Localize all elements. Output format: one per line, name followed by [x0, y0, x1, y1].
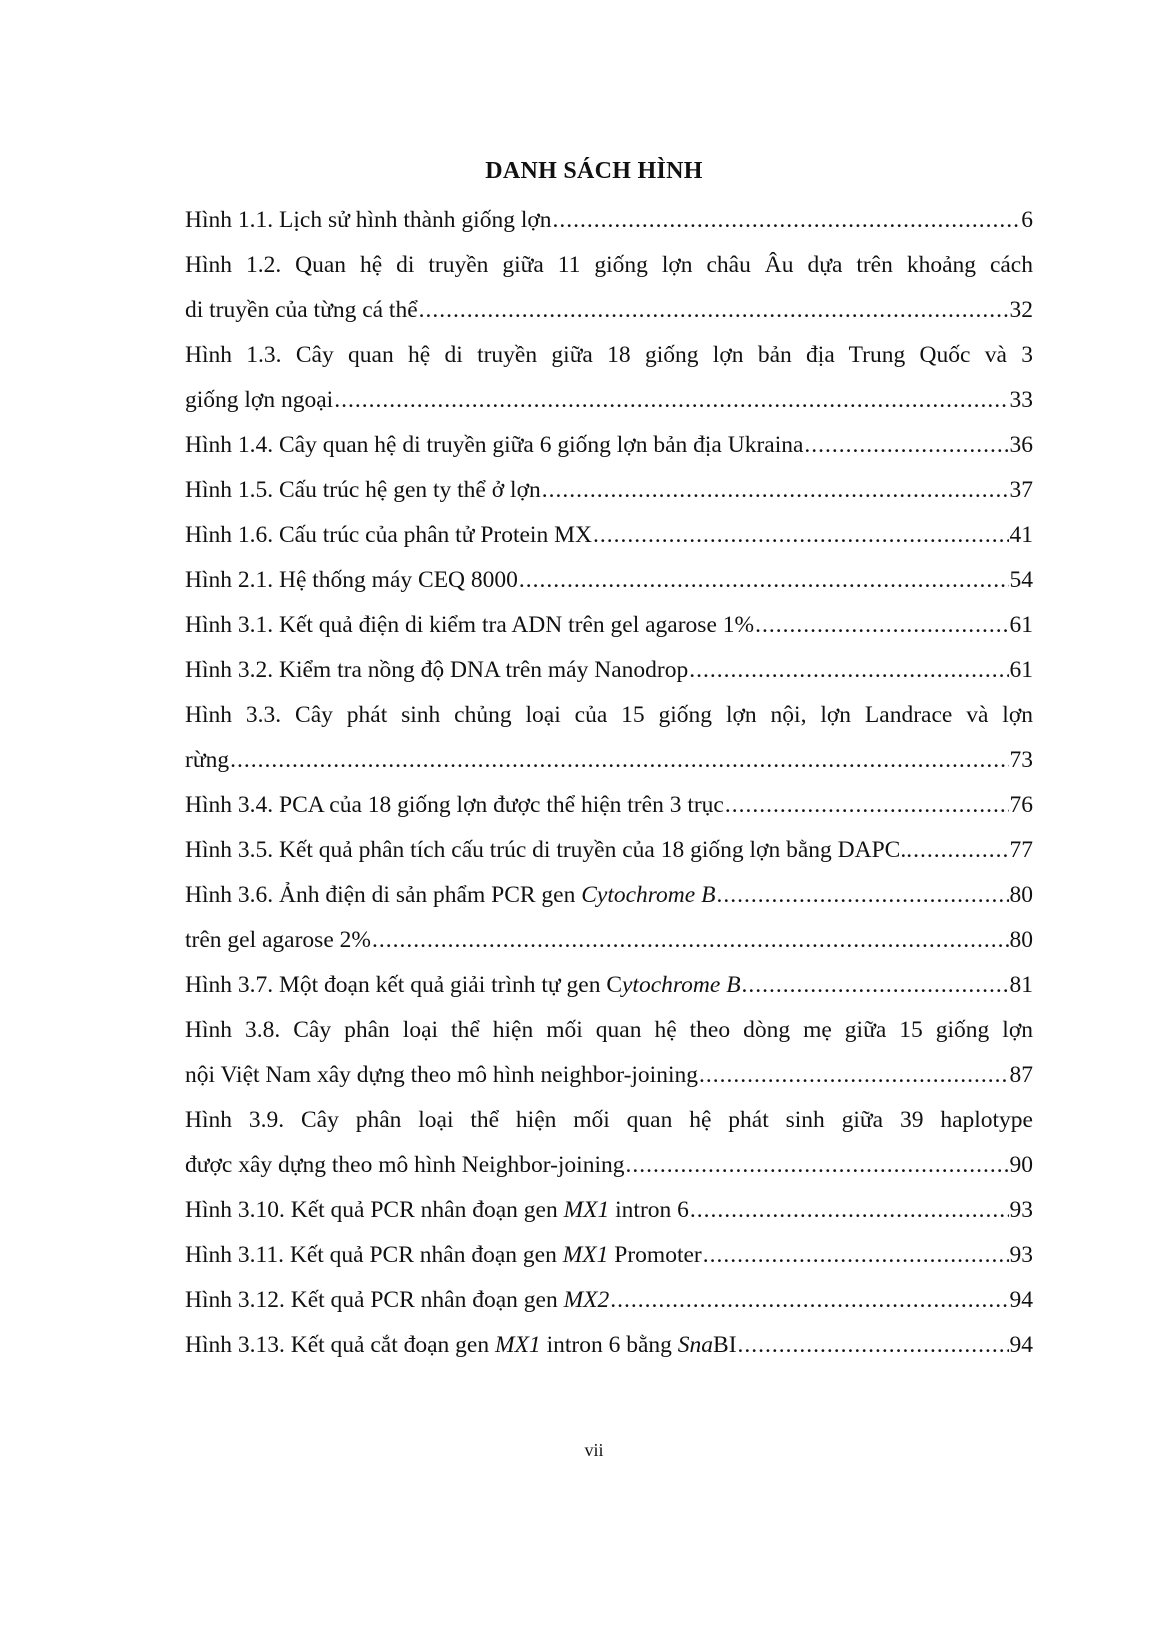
figure-entry[interactable] [185, 648, 1033, 693]
caption-text: Hình 1.6. Cấu trúc của phân tử Protein MX [185, 522, 592, 548]
dot-leader [372, 918, 1009, 963]
figure-entry-line: Hình 3.8. Cây phân loại thể hiện mối quan hệ theo dòng mẹ giữa 15 giống lợn [185, 1017, 1033, 1043]
figure-entry-leader-line [185, 468, 1033, 513]
page-number: 61 [1009, 657, 1033, 683]
page-number: 80 [1009, 882, 1033, 908]
figure-caption [185, 738, 229, 783]
page-number: 37 [1009, 477, 1033, 503]
figure-entry[interactable] [185, 963, 1033, 1008]
dot-leader [742, 963, 1009, 1008]
figure-entry-leader-line [185, 558, 1033, 603]
dot-leader [553, 198, 1021, 243]
page-number: 41 [1009, 522, 1033, 548]
dot-leader [593, 513, 1009, 558]
caption-text: Hình 1.5. Cấu trúc hệ gen ty thể ở lợn [185, 477, 541, 503]
figure-caption [185, 828, 912, 873]
dot-leader [738, 1323, 1009, 1368]
dot-leader [519, 558, 1009, 603]
caption-text: Hình 3.4. PCA của 18 giống lợn được thể hiện trên 3 trục [185, 792, 724, 818]
dot-leader [334, 378, 1008, 423]
page-number: 36 [1009, 432, 1033, 458]
figure-entry[interactable] [185, 1188, 1033, 1233]
figure-entry-leader-line [185, 783, 1033, 828]
italic-term: ytochrome B [622, 972, 741, 998]
dot-leader [230, 738, 1008, 783]
figure-entry-leader-line [185, 423, 1033, 468]
figure-caption [185, 783, 724, 828]
caption-text: giống lợn ngoại [185, 387, 334, 413]
dot-leader [625, 1143, 1008, 1188]
caption-text: được xây dựng theo mô hình Neighbor-joining [185, 1152, 625, 1178]
figure-caption [185, 1323, 737, 1368]
figure-entry[interactable] [185, 783, 1033, 828]
figure-caption [185, 1278, 609, 1323]
italic-term: Sna [677, 1332, 714, 1358]
figure-entry[interactable] [185, 468, 1033, 513]
figure-entry-leader-line [185, 513, 1033, 558]
page-number: 93 [1009, 1242, 1033, 1268]
figure-caption [185, 648, 688, 693]
page-number: 87 [1009, 1062, 1033, 1088]
figure-entry-line: Hình 3.3. Cây phát sinh chủng loại của 15 giống lợn nội, lợn Landrace và lợn [185, 702, 1033, 728]
page-number: 81 [1009, 972, 1033, 998]
caption-text: Hình 3.13. Kết quả cắt đoạn gen [185, 1332, 495, 1358]
dot-leader [703, 1233, 1009, 1278]
caption-text: Hình 1.1. Lịch sử hình thành giống lợn [185, 207, 552, 233]
figure-entry-leader-line [185, 1143, 1033, 1188]
page-number: 33 [1009, 387, 1033, 413]
page-number: 6 [1021, 207, 1033, 233]
figure-entry-line: Hình 1.2. Quan hệ di truyền giữa 11 giống lợn châu Âu dựa trên khoảng cách [185, 252, 1033, 278]
italic-term: Cytochrome B [581, 882, 716, 908]
figure-caption [185, 378, 333, 423]
figure-entry[interactable] [185, 558, 1033, 603]
page-number: 73 [1009, 747, 1033, 773]
dot-leader [725, 783, 1009, 828]
figure-list [185, 198, 1033, 1368]
caption-text: nội Việt Nam xây dựng theo mô hình neighbor-joining [185, 1062, 698, 1088]
caption-text: Hình 1.4. Cây quan hệ di truyền giữa 6 giống lợn bản địa Ukraina [185, 432, 804, 458]
figure-entry-leader-line [185, 1323, 1033, 1368]
page-number: 61 [1009, 612, 1033, 638]
caption-text: Promoter [608, 1242, 702, 1268]
caption-text: Hình 2.1. Hệ thống máy CEQ 8000 [185, 567, 518, 593]
figure-caption [185, 423, 803, 468]
caption-text: rừng [185, 747, 230, 773]
page-number: 93 [1009, 1197, 1033, 1223]
figure-entry[interactable] [185, 198, 1033, 243]
italic-term: MX1 [563, 1197, 610, 1223]
figure-entry-leader-line [185, 603, 1033, 648]
figure-entry[interactable] [185, 243, 1033, 333]
figure-entry[interactable] [185, 1008, 1033, 1098]
figure-caption [185, 1143, 624, 1188]
figure-caption [185, 873, 715, 918]
caption-text: Hình 3.10. Kết quả PCR nhân đoạn gen [185, 1197, 564, 1223]
figure-entry[interactable] [185, 423, 1033, 468]
figure-entry[interactable] [185, 873, 1033, 918]
caption-text: Hình 3.2. Kiểm tra nồng độ DNA trên máy Nanodrop [185, 657, 689, 683]
figure-entry[interactable] [185, 1098, 1033, 1188]
caption-text: Hình 3.12. Kết quả PCR nhân đoạn gen [185, 1287, 564, 1313]
figure-entry-leader-line [185, 873, 1033, 918]
figure-entry-leader-line [185, 1278, 1033, 1323]
figure-entry-leader-line [185, 1233, 1033, 1278]
page-number: 90 [1009, 1152, 1033, 1178]
caption-text: Hình 3.1. Kết quả điện di kiểm tra ADN trên gel agarose 1% [185, 612, 755, 638]
page-number-footer: vii [584, 1440, 604, 1460]
caption-text: di truyền của từng cá thể [185, 297, 418, 323]
caption-text: Hình 3.7. Một đoạn kết quả giải trình tự gen C [185, 972, 622, 998]
page-number: 80 [1009, 927, 1033, 953]
caption-text: intron 6 bằng [540, 1332, 678, 1358]
dot-leader [610, 1278, 1008, 1323]
italic-term: MX1 [495, 1332, 541, 1358]
dot-leader [699, 1053, 1009, 1098]
dot-leader [804, 423, 1008, 468]
page-number: 54 [1009, 567, 1033, 593]
figure-caption [185, 198, 552, 243]
figure-entry-leader-line [185, 288, 1033, 333]
caption-text: Hình 3.5. Kết quả phân tích cấu trúc di truyền của 18 giống lợn bằng DAPC.. [185, 837, 913, 863]
dot-leader [689, 648, 1008, 693]
page-number: 94 [1009, 1332, 1033, 1358]
page-title: DANH SÁCH HÌNH [485, 158, 703, 184]
figure-entry-leader-line [185, 963, 1033, 1008]
caption-text: BI [713, 1332, 737, 1358]
figure-entry-line: Hình 3.9. Cây phân loại thể hiện mối quan hệ phát sinh giữa 39 haplotype [185, 1107, 1033, 1133]
figure-entry-leader-line [185, 1188, 1033, 1233]
figure-caption [185, 288, 418, 333]
dot-leader [913, 828, 1008, 873]
figure-entry[interactable] [185, 828, 1033, 873]
caption-text: Hình 3.6. Ảnh điện di sản phẩm PCR gen [185, 882, 582, 908]
figure-entry-leader-line [185, 648, 1033, 693]
figure-entry-leader-line [185, 198, 1033, 243]
figure-entry-leader-line [185, 738, 1033, 783]
caption-text: intron 6 [609, 1197, 689, 1223]
figure-caption [185, 513, 592, 558]
dot-leader [755, 603, 1008, 648]
figure-entry[interactable] [185, 1233, 1033, 1278]
figure-caption [185, 963, 741, 1008]
figure-caption [185, 918, 371, 963]
figure-entry[interactable] [185, 333, 1033, 423]
figure-entry[interactable] [185, 1323, 1033, 1368]
figure-caption [185, 1188, 689, 1233]
dot-leader [690, 1188, 1009, 1233]
figure-entry-leader-line [185, 1053, 1033, 1098]
figure-entry[interactable] [185, 693, 1033, 783]
italic-term: MX2 [563, 1287, 610, 1313]
italic-term: MX1 [562, 1242, 609, 1268]
figure-caption [185, 603, 754, 648]
dot-leader [419, 288, 1009, 333]
figure-caption [185, 468, 541, 513]
page-number: 76 [1009, 792, 1033, 818]
figure-entry[interactable] [185, 1278, 1033, 1323]
figure-entry-leader-line [185, 378, 1033, 423]
figure-caption [185, 1053, 698, 1098]
page-number: 32 [1009, 297, 1033, 323]
dot-leader [542, 468, 1009, 513]
figure-caption [185, 558, 518, 603]
figure-entry-leader-line [185, 828, 1033, 873]
page-number: 94 [1009, 1287, 1033, 1313]
dot-leader [716, 873, 1008, 918]
figure-entry[interactable] [185, 603, 1033, 648]
page-number: 77 [1009, 837, 1033, 863]
figure-caption [185, 1233, 702, 1278]
caption-text: trên gel agarose 2% [185, 927, 371, 953]
figure-entry-leader-line [185, 918, 1033, 963]
figure-entry[interactable] [185, 513, 1033, 558]
figure-entry[interactable] [185, 918, 1033, 963]
figure-entry-line: Hình 1.3. Cây quan hệ di truyền giữa 18 giống lợn bản địa Trung Quốc và 3 [185, 342, 1033, 368]
caption-text: Hình 3.11. Kết quả PCR nhân đoạn gen [185, 1242, 563, 1268]
